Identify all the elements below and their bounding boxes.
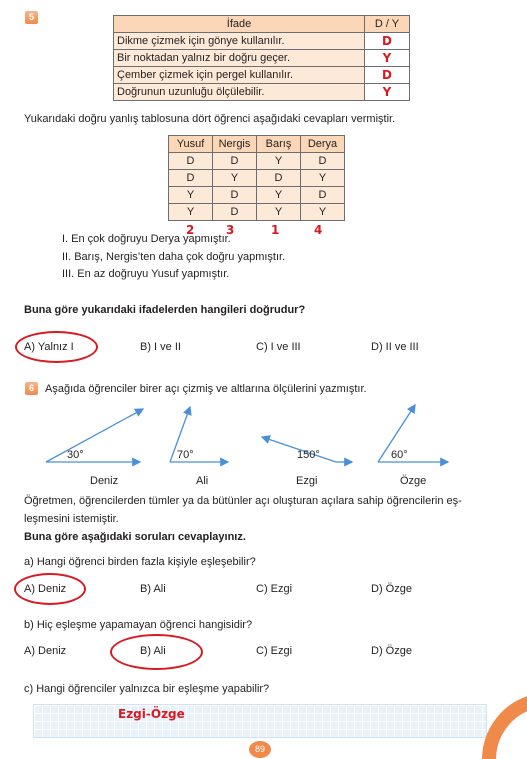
answer-cell: D	[301, 187, 345, 204]
angles-figure	[0, 395, 527, 475]
answer-cell: D	[257, 170, 301, 187]
q6b-option-a[interactable]: A) Deniz	[24, 645, 67, 657]
angle-value-ozge: 60°	[391, 449, 408, 461]
statement-4-answer: Y	[365, 84, 410, 101]
header-true-false: D / Y	[365, 16, 410, 33]
student-derya: Derya	[301, 136, 345, 153]
answer-cell: Y	[169, 204, 213, 221]
q6a-option-d[interactable]: D) Özge	[371, 583, 412, 595]
answer-cell: D	[213, 204, 257, 221]
q6b-option-d[interactable]: D) Özge	[371, 645, 412, 657]
q6-intro: Aşağıda öğrenciler birer açı çizmiş ve altlarına ölçülerini yazmıştır.	[45, 383, 367, 395]
q5-option-c[interactable]: C) I ve III	[256, 341, 301, 353]
q5-question: Buna göre yukarıdaki ifadelerden hangileri doğrudur?	[24, 304, 306, 316]
answer-circle-q6a	[14, 573, 86, 605]
student-answers-table	[168, 135, 345, 221]
decorative-arc	[477, 690, 527, 759]
angle-name-deniz: Deniz	[90, 475, 119, 487]
q6-text-line1: Öğretmen, öğrencilerden tümler ya da bütünler açı oluşturan açılara sahip öğrencilerin eş-	[24, 495, 462, 507]
answer-cell: D	[213, 187, 257, 204]
q5-option-a[interactable]: A) Yalnız I	[24, 341, 74, 353]
statement-table	[113, 15, 410, 101]
answer-cell: D	[169, 153, 213, 170]
student-nergis: Nergis	[213, 136, 257, 153]
statement-2: Bir noktadan yalnız bir doğru geçer.	[114, 50, 365, 67]
q6c-handwritten-answer: Ezgi-Özge	[118, 707, 185, 721]
q6a-question: a) Hangi öğrenci birden fazla kişiyle eşleşebilir?	[24, 556, 256, 568]
answer-cell: Y	[301, 170, 345, 187]
score-nergis: 3	[226, 223, 235, 237]
angle-name-ezgi: Ezgi	[296, 475, 318, 487]
header-statement: İfade	[114, 16, 365, 33]
q6b-option-b[interactable]: B) Ali	[140, 645, 166, 657]
q6b-option-c[interactable]: C) Ezgi	[256, 645, 293, 657]
score-derya: 4	[314, 223, 323, 237]
q5-intro: Yukarıdaki doğru yanlış tablosuna dört öğrenci aşağıdaki cevapları vermiştir.	[24, 113, 396, 125]
angle-name-ali: Ali	[196, 475, 209, 487]
statement-II: II. Barış, Nergis’ten daha çok doğru yapmıştır.	[62, 251, 286, 263]
statement-2-answer: Y	[365, 50, 410, 67]
score-yusuf: 2	[186, 223, 195, 237]
statement-3: Çember çizmek için pergel kullanılır.	[114, 67, 365, 84]
answer-cell: Y	[257, 187, 301, 204]
angle-value-ezgi: 150°	[297, 449, 320, 461]
answer-circle-q6b	[110, 634, 203, 670]
statement-3-answer: D	[365, 67, 410, 84]
answer-cell: Y	[213, 170, 257, 187]
q5-option-b[interactable]: B) I ve II	[140, 341, 181, 353]
q6a-option-b[interactable]: B) Ali	[140, 583, 166, 595]
question-number-6: 6	[25, 382, 38, 395]
statement-I: I. En çok doğruyu Derya yapmıştır.	[62, 233, 231, 245]
angle-value-ali: 70°	[177, 449, 194, 461]
answer-cell: Y	[257, 153, 301, 170]
q6a-option-a[interactable]: A) Deniz	[24, 583, 67, 595]
statement-1: Dikme çizmek için gönye kullanılır.	[114, 33, 365, 50]
answer-grid[interactable]	[33, 704, 487, 738]
answer-circle-q5	[15, 331, 98, 363]
answer-cell: D	[301, 153, 345, 170]
q6c-question: c) Hangi öğrenciler yalnızca bir eşleşme yapabilir?	[24, 683, 270, 695]
score-baris: 1	[271, 223, 280, 237]
q6b-question: b) Hiç eşleşme yapamayan öğrenci hangisidir?	[24, 619, 253, 631]
student-baris: Barış	[257, 136, 301, 153]
q6-instruction: Buna göre aşağıdaki soruları cevaplayınız.	[24, 531, 246, 543]
q6a-option-c[interactable]: C) Ezgi	[256, 583, 293, 595]
answer-cell: D	[169, 170, 213, 187]
statement-4: Doğrunun uzunluğu ölçülebilir.	[114, 84, 365, 101]
angle-deniz	[46, 409, 143, 462]
answer-cell: Y	[301, 204, 345, 221]
page-number: 89	[249, 741, 271, 758]
statement-III: III. En az doğruyu Yusuf yapmıştır.	[62, 268, 230, 280]
student-yusuf: Yusuf	[169, 136, 213, 153]
answer-cell: Y	[169, 187, 213, 204]
angle-value-deniz: 30°	[67, 449, 84, 461]
question-number-5: 5	[25, 11, 38, 24]
q5-option-d[interactable]: D) II ve III	[371, 341, 419, 353]
answer-cell: D	[213, 153, 257, 170]
q6-text-line2: leşmesini istemiştir.	[24, 513, 119, 525]
answer-cell: Y	[257, 204, 301, 221]
statement-1-answer: D	[365, 33, 410, 50]
angle-name-ozge: Özge	[400, 475, 427, 487]
angle-ozge	[378, 405, 448, 462]
